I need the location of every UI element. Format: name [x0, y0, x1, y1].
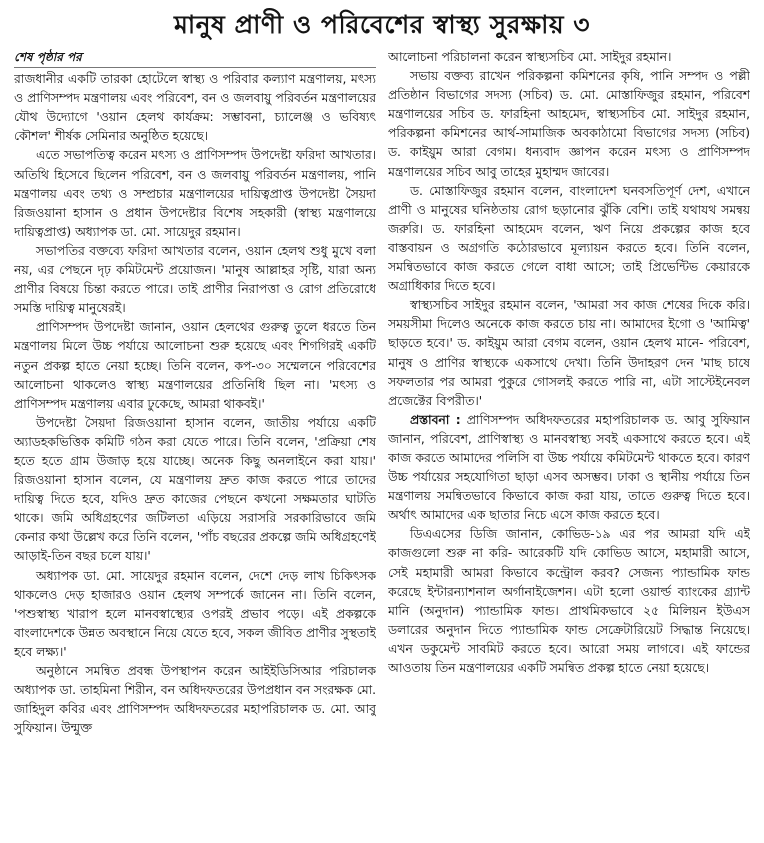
headline: মানুষ প্রাণী ও পরিবেশের স্বাস্থ্য সুরক্ষায় ৩ — [173, 10, 591, 39]
paragraph: অধ্যাপক ডা. মো. সায়েদুর রহমান বলেন, দেশে দেড় লাখ চিকিৎসক থাকলেও দেড় হাজারও ওয়ান হেলথ সম্পর্কে জানেন না। তিনি বলেন, 'পশুস্বাস্থ্য খারাপ হলে মানবস্বাস্থ্যের ওপরই প্রভাব পড়ে। এই প্রকল্পকে বাংলাদেশকে উন্নত অবস্থানে নিয়ে যেতে হবে, সকল জীবিত প্রাণীর সুস্থতাই হবে লক্ষ্য।' — [14, 568, 376, 659]
proposal-paragraph — [388, 411, 750, 526]
paragraph: আলোচনা পরিচালনা করেন স্বাস্থ্যসচিব মো. সাইদুর রহমান। — [388, 50, 672, 64]
paragraph: ড. মোস্তাফিজুর রহমান বলেন, বাংলাদেশ ঘনবসতিপূর্ণ দেশ, এখানে প্রাণী ও মানুষের ঘনিষ্ঠতায় রোগ ছড়ানোর ঝুঁকি বেশি। তাই যথাযথ সমন্বয় জরুরি। ড. ফারহিনা আহমেদ বলেন, ঋণ নিয়ে প্রকল্পের কাজ হবে বাস্তবায়ন ও অগ্রগতি কঠোরভাবে মূল্যায়ন করতে হবে। তিনি বলেন, সমন্বিতভাবে কাজ করতে গেলে বাধা আসে; তাই প্রিভেন্টিভ কেয়ারকে অগ্রাধিকার দিতে হবে। — [388, 183, 750, 294]
right-column — [388, 48, 750, 838]
paragraph: স্বাস্থ্যসচিব সাইদুর রহমান বলেন, 'আমরা সব কাজ শেষের দিকে করি। সময়সীমা দিলেও অনেকে কাজ করতে চায় না। আমাদের ইগো ও 'আমিত্ব' ছাড়তে হবে।' ড. কাইয়ুম আরা বেগম বলেন, ওয়ান হেলথ মানে- পরিবেশ, মানুষ ও প্রাণির স্বাস্থ্যকে একসাথে দেখা। তিনি উদাহরণ দেন 'মাছ চাষে সফলতার পর আমরা পুকুরে গোসলই করতে পারি না, এটা সাস্টেইনেবল প্রজেক্টের বিপরীত।' — [388, 298, 750, 408]
paragraph: উপদেষ্টা সৈয়দা রিজওয়ানা হাসান বলেন, জাতীয় পর্যায়ে একটি অ্যাডহকভিত্তিক কমিটি গঠন করা যেতে পারে। তিনি বলেন, 'প্রক্রিয়া শেষ হতে হতে গ্রাম উজাড় হয়ে যাচ্ছে। অনেক কিছু অনলাইনে করা যায়।' রিজওয়ানা হাসান বলেন, যে মন্ত্রণালয় দ্রুত কাজ করতে পারে তাদের দায়িত্ব দিতে হবে, যদিও দ্রুত কাজের পেছনে কখনো সক্ষমতার ঘাটতি থাকে। জমি অধিগ্রহণের জটিলতা এড়িয়ে সরাসরি সরকারিভাবে জমি কেনার কথা উল্লেখ করে তিনি বলেন, 'পাঁচ বছরের প্রকল্পে জমি অধিগ্রহণেই আড়াই-তিন বছর চলে যায়।' — [14, 415, 376, 564]
paragraph: অনুষ্ঠানে সমন্বিত প্রবন্ধ উপস্থাপন করেন আইইডিসিআর পরিচালক অধ্যাপক ডা. তাহমিনা শিরীন, বন অধিদফতরের উপপ্রধান বন সংরক্ষক মো. জাহিদুল কবির এবং প্রাণিসম্পদ অধিদফতরের মহাপরিচালক ড. মো. আবু সুফিয়ান। উন্মুক্ত — [14, 664, 376, 736]
continuation-kicker: শেষ পৃষ্ঠার পর — [14, 48, 376, 68]
paragraph: ডিএএসের ডিজি জানান, কোভিড-১৯ এর পর আমরা যদি এই কাজগুলো শুরু না করি- আরেকটি যদি কোভিড আসে, মহামারী আসে, সেই মহামারী আমরা কিভাবে কন্ট্রোল করব? সেজন্য প্যান্ডামিক ফান্ড করেছে ইন্টারন্যাশনাল অর্গানাইজেশন। এটা হলো ওয়ার্ল্ড ব্যাংকের গ্র্যান্ট মানি (অনুদান) প্যান্ডামিক ফান্ড। প্রাথমিকভাবে ২৫ মিলিয়ন ইউএস ডলারের অনুদান দিতে প্যান্ডামিক ফান্ড সেক্রেটারিয়েট সিদ্ধান্ত নিয়েছে। এখন ডকুমেন্ট সাবমিট করতে হবে। আরো সময় লাগবে। এই ফান্ডের আওতায় তিন মন্ত্রণালয়ের একটি সমন্বিত প্রকল্প হাতে নেয়া হয়েছে। — [388, 527, 750, 675]
paragraph: প্রাণিসম্পদ উপদেষ্টা জানান, ওয়ান হেলথের গুরুত্ব তুলে ধরতে তিন মন্ত্রণালয় মিলে উচ্চ পর্যায়ে আলোচনা শুরু হয়েছে এবং শিগগিরই একটি নতুন প্রকল্প হাতে নেয়া হচ্ছে। তিনি বলেন, কপ-৩০ সম্মেলনে পরিবেশের আলোচনা থাকলেও স্বাস্থ্য মন্ত্রণালয়ের প্রতিনিধি ছিল না। 'মৎস্য ও প্রাণিসম্পদ মন্ত্রণালয় এবার ঢুকেছে, আমরা থাকবই।' — [14, 320, 376, 411]
paragraph: এতে সভাপতিত্ব করেন মৎস্য ও প্রাণিসম্পদ উপদেষ্টা ফরিদা আখতার। অতিথি হিসেবে ছিলেন পরিবেশ, বন ও জলবায়ু পরিবর্তন মন্ত্রণালয়, পানি মন্ত্রণালয় এবং তথ্য ও সম্প্রচার মন্ত্রণালয়ের দায়িত্বপ্রাপ্ত উপদেষ্টা সৈয়দা রিজওয়ানা হাসান ও প্রধান উপদেষ্টার বিশেষ সহকারী (স্বাস্থ্য মন্ত্রণালয়ে দায়িত্বপ্রাপ্ত) অধ্যাপক ডা. মো. সায়েদুর রহমান। — [14, 148, 376, 239]
left-column — [14, 48, 376, 838]
paragraph: সভায় বক্তব্য রাখেন পরিকল্পনা কমিশনের কৃষি, পানি সম্পদ ও পল্লী প্রতিষ্ঠান বিভাগের সদস্য (সচিব) ড. মো. মোস্তাফিজুর রহমান, পরিবেশ মন্ত্রণালয়ের সচিব ড. ফারহিনা আহমেদ, স্বাস্থ্যসচিব মো. সাইদুর রহমান, পরিকল্পনা কমিশনের আর্থ-সামাজিক অবকাঠামো বিভাগের সদস্য (সচিব) ড. কাইয়ুম আরা বেগম। ধন্যবাদ জ্ঞাপন করেন মৎস্য ও প্রাণিসম্পদ মন্ত্রণালয়ের সচিব আবু তাহের মুহাম্মদ জাবের। — [388, 69, 750, 179]
article-columns — [14, 48, 750, 838]
proposal-text: প্রাণিসম্পদ অধিদফতরের মহাপরিচালক ড. আবু সুফিয়ান জানান, পরিবেশ, প্রাণিস্বাস্থ্য ও মানবস্বাস্থ্য সবই একসাথে করতে হবে। এই কাজ করতে আমাদের পলিসি বা উচ্চ পর্যায়ে কমিটমেন্ট থাকতে হবে। কারণ উচ্চ পর্যায়ের সহযোগিতা ছাড়া এসব অসম্ভব। ঢাকা ও স্থানীয় পর্যায়ে তিন মন্ত্রণালয় সমন্বিতভাবে কিভাবে কাজ করা যায়, তাতে গুরুত্ব দিতে হবে। অর্থাৎ আমাদের এক ছাতার নিচে এসে কাজ করতে হবে। — [388, 412, 750, 523]
paragraph: সভাপতির বক্তব্যে ফরিদা আখতার বলেন, ওয়ান হেলথ শুধু মুখে বলা নয়, এর পেছনে দৃঢ় কমিটমেন্ট প্রয়োজন। 'মানুষ আল্লাহর সৃষ্টি, যারা অন্য প্রাণীর বিষয়ে চিন্তা করতে পারে। তাই প্রাণীর নিরাপত্তা ও রোগ প্রতিরোধে সমস্তি দায়িত্ব মানুষেরই। — [14, 243, 376, 316]
proposal-label: প্রস্তাবনা : — [410, 412, 461, 427]
paragraph: রাজধানীর একটি তারকা হোটেলে স্বাস্থ্য ও পরিবার কল্যাণ মন্ত্রণালয়, মৎস্য ও প্রাণিসম্পদ মন্ত্রণালয় এবং পরিবেশ, বন ও জলবায়ু পরিবর্তন মন্ত্রণালয়ের যৌথ উদ্যোগে 'ওয়ান হেলথ কার্যক্রম: সম্ভাবনা, চ্যালেঞ্জ ও ভবিষ্যৎ কৌশল' শীর্ষক সেমিনার অনুষ্ঠিত হয়েছে। — [14, 72, 376, 144]
